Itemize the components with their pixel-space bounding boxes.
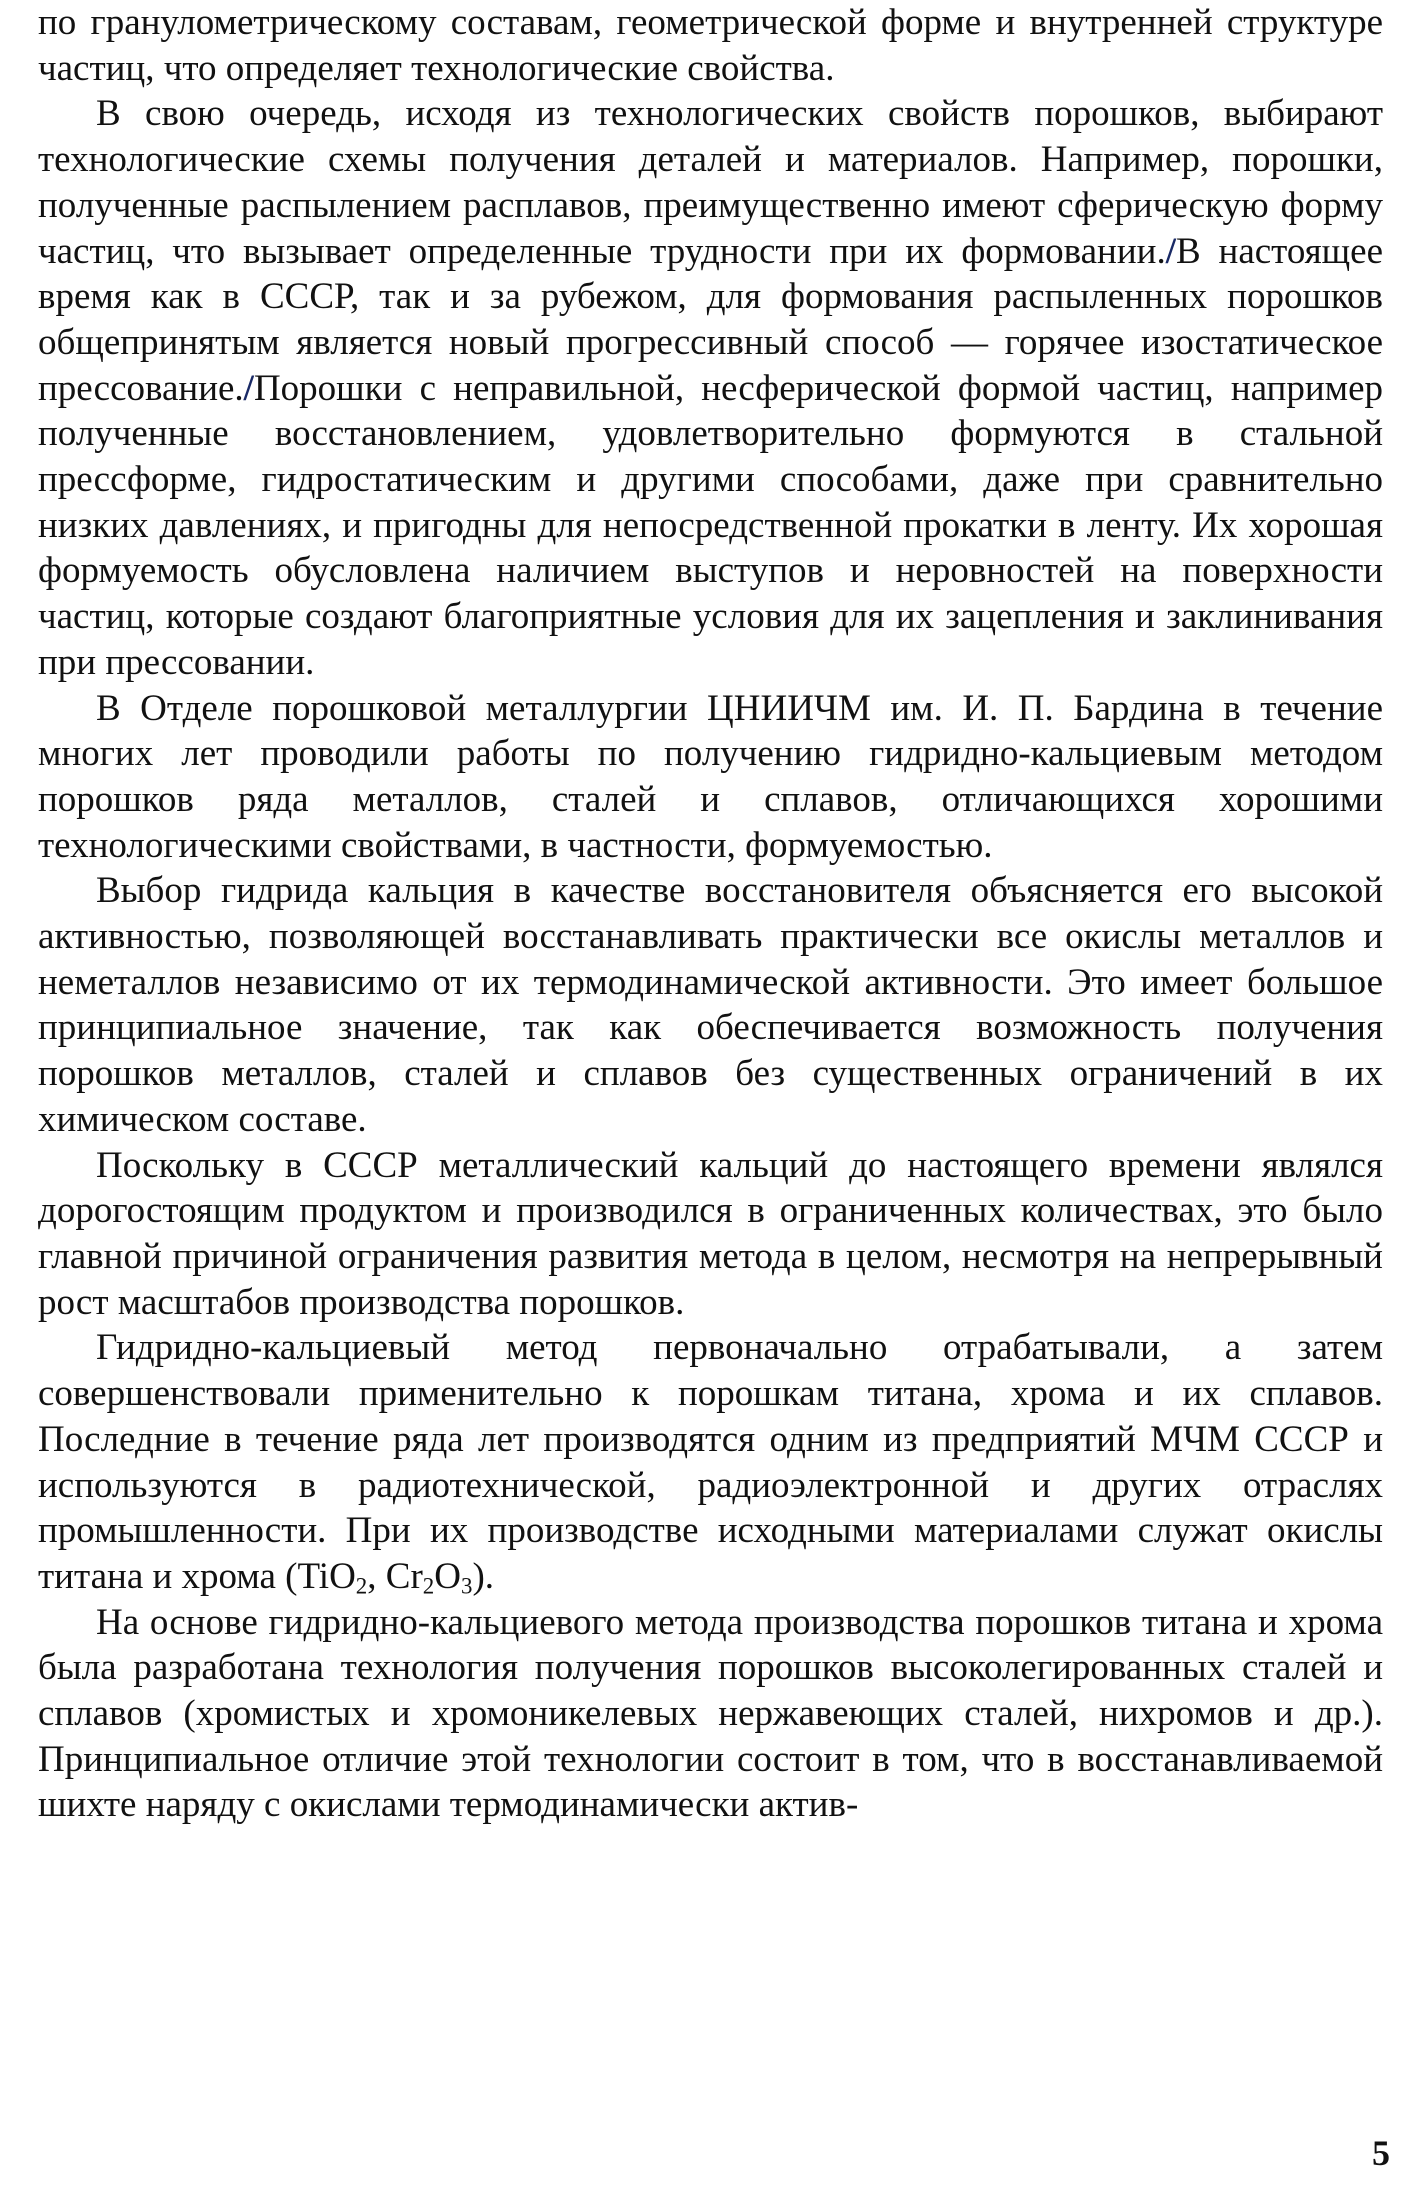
paragraph-5-text: Поскольку в СССР металлический кальций до настоящего времени являлся дорогостоящим продуктом и производился в ограниченных количествах, это было главной причиной ограничения развития метода в целом, несмотря на непрерывный рост масштабов производства порошков. bbox=[38, 1144, 1383, 1323]
proofreading-slash-mark: / bbox=[243, 367, 254, 409]
page-number: 5 bbox=[1372, 2133, 1390, 2173]
formula-text: ). bbox=[472, 1555, 495, 1597]
paragraph-2-text: В свою очередь, исходя из технологических свойств порошков, выбирают технологические схемы получения деталей и материалов. Например, порошки, полученные распылением расплавов, преимущественно имеют сферическую форму частиц, что вызывает определенные трудности при их формовании. bbox=[38, 93, 1383, 272]
paragraph-4 bbox=[38, 868, 1383, 1142]
formula-text: O bbox=[434, 1555, 461, 1597]
proofreading-slash-mark: / bbox=[1165, 230, 1176, 272]
paragraph-1 bbox=[38, 0, 1383, 91]
paragraph-7-text: На основе гидридно-кальциевого метода производства порошков титана и хрома была разработана технология получения порошков высоколегированных сталей и сплавов (хромистых и хромоникелевых нержавеющих сталей, нихромов и др.). Принципиальное отличие этой технологии состоит в том, что в восстанавливаемой шихте наряду с окислами термодинамически актив- bbox=[38, 1601, 1383, 1826]
paragraph-1-text: по гранулометрическому составам, геометрической форме и внутренней структуре частиц, что определяет технологические свойства. bbox=[38, 2, 1383, 89]
paragraph-7 bbox=[38, 1600, 1383, 1829]
subscript: 2 bbox=[355, 1573, 368, 1599]
formula-text: , Cr bbox=[367, 1555, 423, 1597]
paragraph-4-text: Выбор гидрида кальция в качестве восстановителя объясняется его высокой активностью, позволяющей восстанавливать практически все окислы металлов и неметаллов независимо от их термодинамической активности. Это имеет большое принципиальное значение, так как обеспечивается возможность получения порошков металлов, сталей и сплавов без существенных ограничений в их химическом составе. bbox=[38, 870, 1383, 1140]
subscript: 2 bbox=[422, 1573, 435, 1599]
paragraph-5 bbox=[38, 1143, 1383, 1326]
document-page bbox=[38, 0, 1383, 2190]
paragraph-3-text: В Отделе порошковой металлургии ЦНИИЧМ им. И. П. Бардина в течение многих лет проводили работы по получению гидридно-кальциевым методом порошков ряда металлов, сталей и сплавов, отличающихся хорошими технологическими свойствами, в частности, формуемостью. bbox=[38, 687, 1383, 866]
paragraph-2-text-end: Порошки с неправильной, несферической формой частиц, например полученные восстановлением, удовлетворительно формуются в стальной прессформе, гидростатическим и другими способами, даже при сравнительно низких давлениях, и пригодны для непосредственной прокатки в ленту. Их хорошая формуемость обусловлена наличием выступов и неровностей на поверхности частиц, которые создают благоприятные условия для их зацепления и заклинивания при прессовании. bbox=[38, 367, 1383, 683]
paragraph-6-text: Гидридно-кальциевый метод первоначально отрабатывали, а затем совершенствовали применительно к порошкам титана, хрома и их сплавов. Последние в течение ряда лет производятся одним из предприятий МЧМ СССР и используются в радиотехнической, радиоэлектронной и других отраслях промышленности. При их производстве исходными материалами служат окислы титана и хрома (TiO bbox=[38, 1327, 1383, 1597]
paragraph-2 bbox=[38, 91, 1383, 685]
paragraph-6 bbox=[38, 1325, 1383, 1599]
subscript: 3 bbox=[460, 1573, 473, 1599]
paragraph-3 bbox=[38, 686, 1383, 869]
paragraph-2-text-cont: В настоящее время как в СССР, так и за рубежом, для формования распыленных порошков общепринятым является новый прогрессивный способ — горячее изостатическое прессование. bbox=[38, 230, 1383, 409]
